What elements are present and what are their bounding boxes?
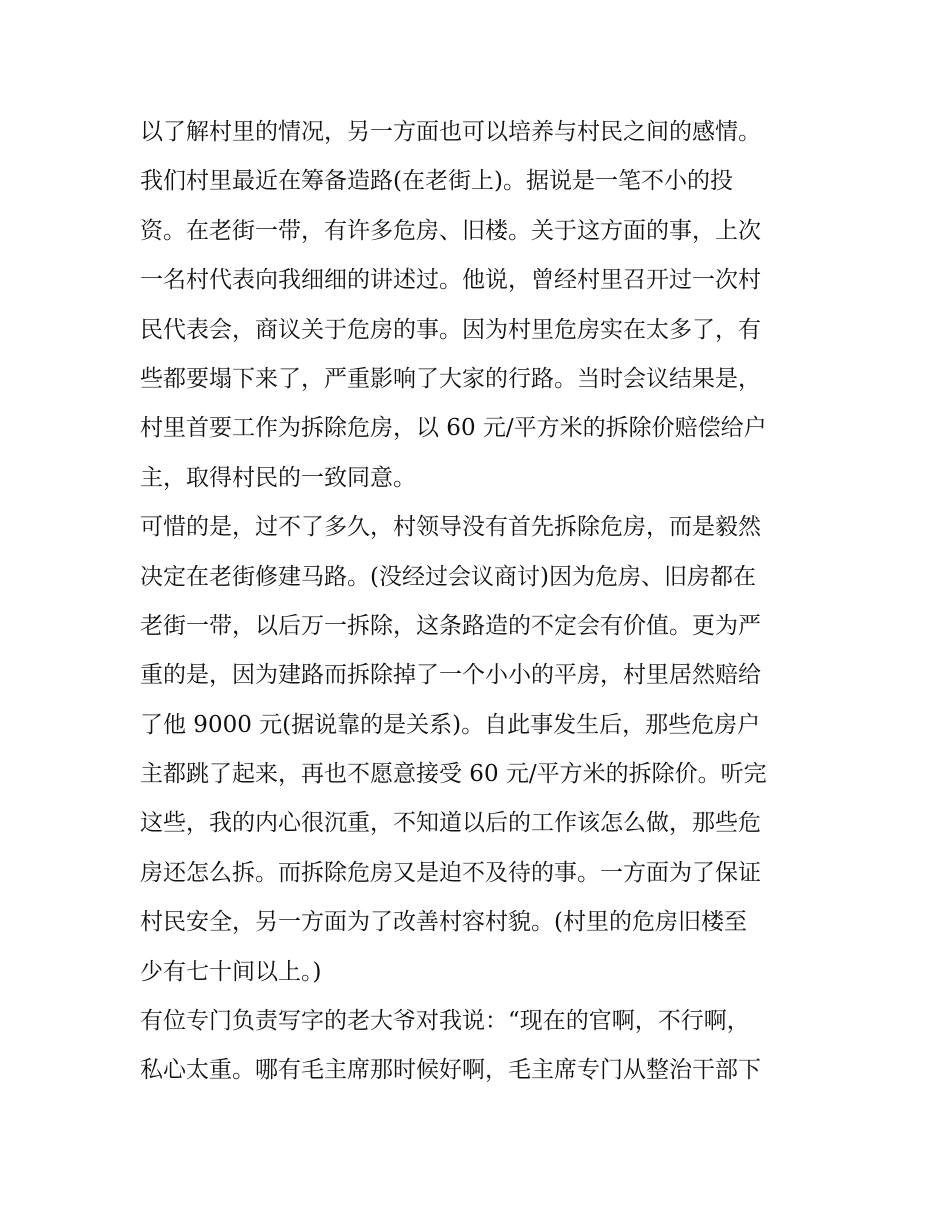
text-line: 一名村代表向我细细的讲述过。他说，曾经村里召开过一次村 [140,267,761,294]
text-line: 主都跳了起来，再也不愿意接受 60 元/平方米的拆除价。听完 [140,761,767,788]
text-line: 重的是，因为建路而拆除掉了一个小小的平房，村里居然赔给 [140,662,761,689]
text-line: 可惜的是，过不了多久，村领导没有首先拆除危房，而是毅然 [140,514,761,541]
text-line: 这些，我的内心很沉重，不知道以后的工作该怎么做，那些危 [140,810,761,837]
text-line: 少有七十间以上。) [140,958,322,985]
text-line: 以了解村里的情况，另一方面也可以培养与村民之间的感情。 [140,119,761,145]
text-line: 村里首要工作为拆除危房，以 60 元/平方米的拆除价赔偿给户 [140,415,767,442]
text-line: 了他 9000 元(据说靠的是关系)。自此事发生后，那些危房户 [140,711,761,738]
text-line: 些都要塌下来了，严重影响了大家的行路。当时会议结果是， [140,365,761,392]
text-line: 决定在老街修建马路。(没经过会议商讨)因为危房、旧房都在 [140,563,756,590]
text-line: 资。在老街一带，有许多危房、旧楼。关于这方面的事，上次 [140,217,761,244]
text-line: 私心太重。哪有毛主席那时候好啊，毛主席专门从整治干部下 [140,1057,761,1084]
text-line: 主，取得村民的一致同意。 [140,464,416,491]
text-line: 老街一带，以后万一拆除，这条路造的不定会有价值。更为严 [140,612,761,639]
text-line: 我们村里最近在筹备造路(在老街上)。据说是一笔不小的投 [140,168,733,195]
text-line: 房还怎么拆。而拆除危房又是迫不及待的事。一方面为了保证 [140,859,761,886]
text-line: 有位专门负责写字的老大爷对我说：“现在的官啊，不行啊， [140,1008,750,1035]
body-text [140,108,820,1096]
text-line: 民代表会，商议关于危房的事。因为村里危房实在太多了，有 [140,316,761,343]
text-line: 村民安全，另一方面为了改善村容村貌。(村里的危房旧楼至 [140,909,747,936]
